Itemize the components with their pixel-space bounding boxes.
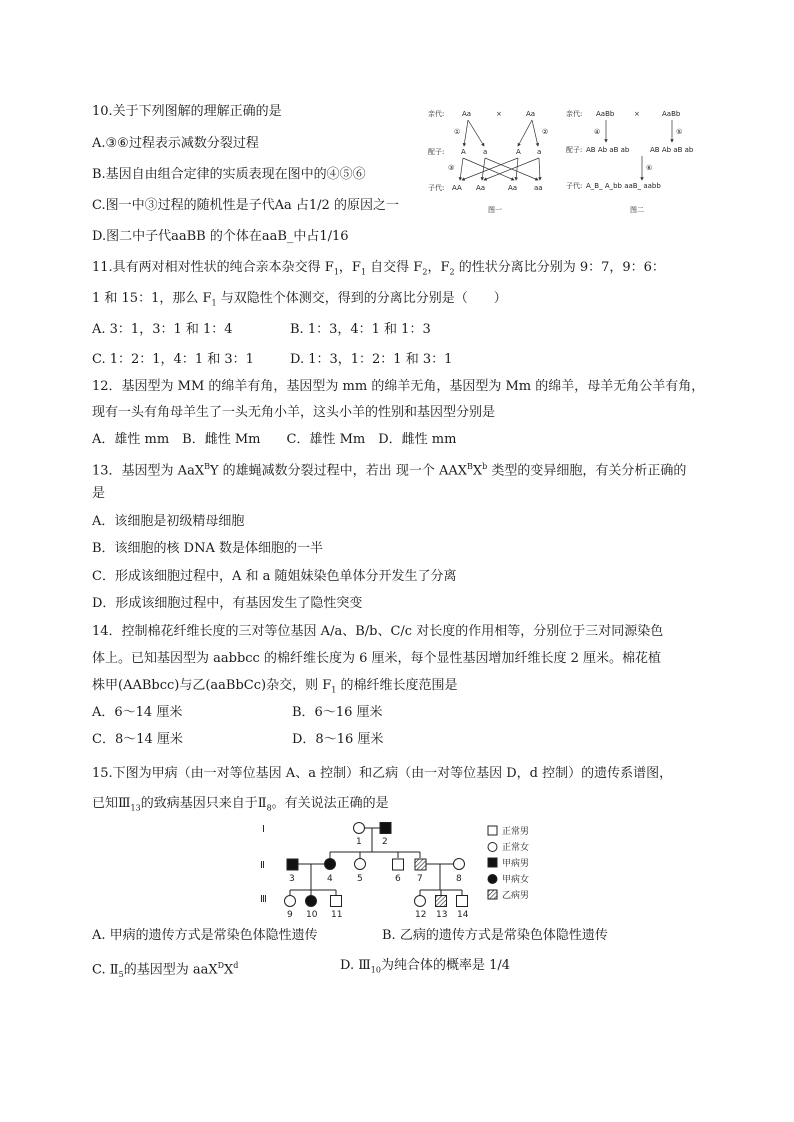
fig1-parent-label: 亲代: [428, 110, 445, 118]
q15-option-d [340, 958, 510, 979]
fig1-step1: ① [454, 128, 461, 136]
q15-l2-c: 。有关说法正确的是 [271, 796, 389, 811]
q13-option-a: A．该细胞是初级精母细胞 [92, 514, 245, 529]
fig2-gametes-right: AB Ab aB ab [650, 146, 694, 154]
fig1-gamete-label: 配子: [428, 148, 445, 156]
fig1-gamete-4: a [537, 148, 542, 156]
q15-d-a: D. Ⅲ [340, 958, 371, 973]
q15-option-b: B. 乙病的遗传方式是常染色体隐性遗传 [382, 928, 608, 943]
individual-3 [287, 859, 298, 870]
q10-option-c: C.图一中③过程的随机性是子代Aa 占1/2 的原因之一 [92, 198, 399, 213]
q13-option-d: D．形成该细胞过程中，有基因发生了隐性突变 [92, 596, 363, 611]
q11-l1-a: 11.具有两对相对性状的纯合亲本杂交得 F [92, 260, 334, 275]
fig2-offspring: A_B_ A_bb aaB_ aabb [586, 182, 661, 190]
q15-l2-sub1: 13 [130, 803, 141, 813]
q15-l2-sub2: 8 [266, 803, 272, 813]
q15-d-b: 为纯合体的概率是 1/4 [380, 958, 511, 973]
individual-5 [355, 859, 366, 870]
fig1-parent-left: Aa [462, 110, 472, 118]
num-5: 5 [357, 874, 363, 884]
q14-line2: 体上。已知基因型为 aabbcc 的棉纤维长度为 6 厘米，每个显性基因增加纤维长度 2 厘米。棉花植 [92, 651, 662, 666]
q13-l1-a: 13．基因型为 AaX [92, 463, 205, 479]
num-13: 13 [436, 910, 448, 920]
q14-option-b: B．6～16 厘米 [292, 705, 383, 720]
individual-4 [325, 859, 336, 870]
q11-l1-c: 自交得 F [366, 260, 423, 275]
q14-l3-sub: 1 [331, 685, 337, 695]
individual-7 [415, 859, 426, 870]
legend-disease-a-female: 甲病女 [502, 875, 530, 885]
q11-l1-s2: 1 [360, 267, 367, 277]
individual-1 [354, 823, 365, 834]
q11-l1-s3: 2 [422, 267, 428, 277]
fig2-gametes-left: AB Ab aB ab [586, 146, 630, 154]
q13-l1-sup1: B [204, 462, 210, 471]
fig2-caption: 图二 [630, 206, 644, 214]
q13-l1-sup3: b [482, 462, 488, 471]
fig1-parent-right: Aa [526, 110, 536, 118]
q11-l1-s4: 2 [449, 267, 455, 277]
q10-option-d: D.图二中子代aaBB 的个体在aaB_中占1/16 [92, 229, 349, 244]
legend-normal-female: 正常女 [502, 843, 530, 853]
num-2: 2 [382, 837, 388, 847]
q11-option-b: B. 1：3，4：1 和 1：3 [290, 322, 431, 337]
q10-option-a: A.③⑥过程表示减数分裂过程 [92, 136, 259, 151]
q15-line2 [92, 796, 389, 817]
num-11: 11 [331, 910, 343, 920]
num-3: 3 [289, 874, 295, 884]
q11-option-a: A. 3：1，3：1 和 1：4 [92, 322, 233, 337]
q13-option-b: B．该细胞的核 DNA 数是体细胞的一半 [92, 541, 324, 556]
q12-line2: 现有一头有角母羊生了一头无角小羊，这头小羊的性别和基因型分别是 [92, 405, 496, 420]
legend-disease-b-male: 乙病男 [502, 891, 530, 901]
fig2-parent-right: AaBb [662, 110, 681, 118]
q15-c-sup2: d [233, 961, 239, 970]
fig2-step6: ⑥ [646, 164, 653, 172]
num-4: 4 [327, 874, 333, 884]
individual-13 [436, 896, 447, 907]
q14-line1: 14．控制棉花纤维长度的三对等位基因 A/a、B/b、C/c 对长度的作用相等，分别位于三对同源染色 [92, 624, 664, 639]
fig1-offspring-1: AA [452, 184, 462, 192]
q15-d-sub: 10 [370, 965, 381, 975]
figure-1 [428, 109, 548, 214]
individual-8 [454, 859, 465, 870]
q13-line1 [92, 459, 686, 479]
q15-c-sup1: D [217, 961, 224, 970]
fig1-offspring-4: aa [534, 184, 543, 192]
num-14: 14 [457, 910, 469, 920]
fig1-offspring-3: Aa [508, 184, 518, 192]
q11-l1-d: ，F [427, 260, 450, 275]
individual-11 [331, 896, 342, 907]
q14-option-a: A．6～14 厘米 [92, 705, 183, 720]
legend-normal-male: 正常男 [502, 827, 530, 837]
fig1-step3: ③ [448, 164, 455, 172]
q11-l2-b: 与双隐性个体测交，得到的分离比分别是（ ） [216, 291, 507, 306]
fig2-cross: × [634, 110, 640, 118]
q14-l3-b: 的棉纤维长度范围是 [336, 678, 458, 693]
pedigree-chart [256, 818, 556, 922]
q12-options: A．雄性 mm B．雌性 Mm C．雄性 Mm D．雌性 mm [92, 432, 457, 447]
q15-option-a: A. 甲病的遗传方式是常染色体隐性遗传 [92, 928, 318, 943]
individual-6 [393, 859, 404, 870]
q13-option-c: C．形成该细胞过程中，A 和 a 随姐妹染色单体分开发生了分离 [92, 569, 457, 584]
q13-l1-b: Y 的雄蝇减数分裂过程中，若出 现一个 AAX [209, 463, 467, 479]
pedigree-legend [488, 825, 529, 901]
q12-line1: 12．基因型为 MM 的绵羊有角，基因型为 mm 的绵羊无角，基因型为 Mm 的绵羊，母羊无角公羊有角， [92, 379, 705, 394]
num-1: 1 [356, 837, 362, 847]
figure-2 [566, 109, 694, 214]
q15-c-b: 的基因型为 aaX [123, 962, 218, 978]
q14-line3 [92, 678, 458, 699]
q11-line1 [92, 260, 665, 281]
num-6: 6 [395, 874, 401, 884]
gen-label-3: Ⅲ [260, 894, 267, 905]
q15-l2-b: 的致病基因只来自于Ⅱ [140, 796, 267, 811]
fig1-step2: ② [542, 128, 549, 136]
num-8: 8 [456, 874, 462, 884]
q14-option-c: C．8～14 厘米 [92, 732, 183, 747]
individual-14 [457, 896, 468, 907]
fig2-step5: ⑤ [676, 128, 683, 136]
q15-c-sub: 5 [118, 969, 124, 979]
q13-l1-d: 类型的变异细胞，有关分析正确的 [487, 463, 687, 479]
q10-figures [426, 104, 706, 224]
individual-12 [415, 896, 426, 907]
gen-label-2: Ⅱ [260, 860, 265, 871]
fig2-parent-left: AaBb [596, 110, 615, 118]
q13-line2: 是 [92, 486, 106, 501]
q15-c-c: X [224, 962, 234, 978]
q10-stem: 10.关于下列图解的理解正确的是 [92, 104, 282, 119]
q15-option-c [92, 958, 238, 983]
fig1-caption: 图一 [488, 206, 502, 214]
fig1-offspring-2: Aa [476, 184, 486, 192]
fig1-gamete-1: A [461, 148, 466, 156]
individual-10 [306, 896, 317, 907]
fig2-parent-label: 亲代: [566, 110, 583, 118]
fig1-gamete-3: A [516, 148, 521, 156]
q14-option-d: D．8～16 厘米 [292, 732, 384, 747]
gen-label-1: Ⅰ [262, 824, 265, 835]
num-12: 12 [415, 910, 427, 920]
fig2-step4: ④ [594, 128, 601, 136]
fig1-cross: × [496, 110, 502, 118]
q11-line2 [92, 291, 507, 312]
num-10: 10 [306, 910, 318, 920]
q10-option-b: B.基因自由组合定律的实质表现在图中的④⑤⑥ [92, 167, 366, 182]
individual-9 [285, 896, 296, 907]
q11-option-d: D. 1：3，1：2：1 和 3：1 [290, 352, 453, 367]
fig2-gamete-label: 配子: [566, 146, 583, 154]
fig1-offspring-label: 子代: [428, 184, 445, 192]
q11-l1-e: 的性状分离比分别为 9：7，9：6： [454, 260, 665, 275]
legend-disease-a-male: 甲病男 [502, 859, 530, 869]
num-9: 9 [287, 910, 293, 920]
q13-l1-c: X [472, 463, 483, 479]
q11-l2-s1: 1 [211, 298, 217, 308]
q11-option-c: C. 1：2：1，4：1 和 3：1 [92, 352, 254, 367]
individual-2 [380, 823, 391, 834]
fig1-gamete-2: a [483, 148, 488, 156]
q11-l2-a: 1 和 15：1，那么 F [92, 291, 212, 306]
q11-l1-b: ，F [338, 260, 361, 275]
fig2-offspring-label: 子代: [566, 182, 583, 190]
q15-line1: 15.下图为甲病（由一对等位基因 A、a 控制）和乙病（由一对等位基因 D，d 控制）的遗传系谱图， [92, 766, 673, 781]
num-7: 7 [417, 874, 423, 884]
q15-c-a: C. Ⅱ [92, 962, 119, 978]
q11-l1-s1: 1 [333, 267, 339, 277]
q15-l2-a: 已知Ⅲ [92, 796, 131, 811]
q14-l3-a: 株甲(AABbcc)与乙(aaBbCc)杂交，则 F [92, 678, 332, 693]
q13-l1-sup2: B [466, 462, 473, 471]
